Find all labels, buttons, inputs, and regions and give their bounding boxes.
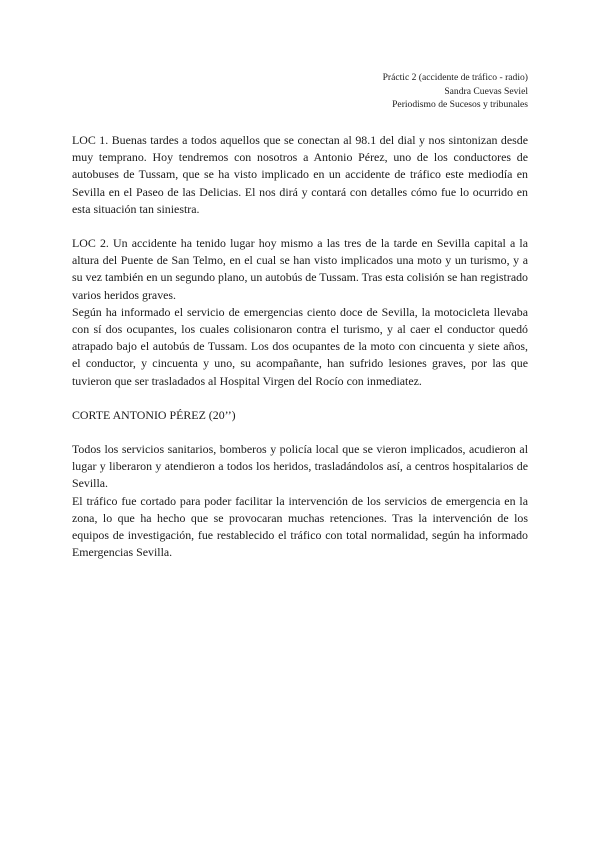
document-body xyxy=(72,132,528,561)
header-author-line: Sandra Cuevas Seviel xyxy=(444,85,528,97)
closing-paragraph-1: Todos los servicios sanitarios, bomberos y policía local que se vieron implicados, acudieron al lugar y liberaron y atendieron a todos los heridos, trasladándolos así, a centros hospitalarios de Sevilla. xyxy=(72,442,528,491)
closing-paragraph-2: El tráfico fue cortado para poder facilitar la intervención de los servicios de emergencia en la zona, lo que ha hecho que se provocaran muchas retenciones. Tras la intervención de los equipos de investigación, fue restablecido el tráfico con total normalidad, según ha informado Emergencias Sevilla. xyxy=(72,493,528,560)
corte-heading: CORTE ANTONIO PÉREZ (20’’) xyxy=(72,407,236,422)
header-course-line: Práctic 2 (accidente de tráfico - radio) xyxy=(382,72,528,83)
loc2-paragraph-2: Según ha informado el servicio de emergencias ciento doce de Sevilla, la motocicleta llevaba con sí dos ocupantes, los cuales colisionaron contra el turismo, y al caer el conductor quedó atrapado bajo el autobús de Tussam. Los dos ocupantes de la moto con cincuenta y siete años, el conductor, y cincuenta y uno, su acompañante, han sufrido lesiones graves, por las que tuvieron que ser trasladados al Hospital Virgen del Rocío con inmediatez. xyxy=(72,304,528,388)
paragraph-spacer xyxy=(72,218,528,235)
header-subject-line: Periodismo de Sucesos y tribunales xyxy=(392,99,528,110)
document-header xyxy=(228,71,528,112)
paragraph-spacer xyxy=(72,424,528,441)
paragraph-spacer xyxy=(72,390,528,407)
loc1-paragraph: LOC 1. Buenas tardes a todos aquellos que se conectan al 98.1 del dial y nos sintonizan desde muy temprano. Hoy tendremos con nosotros a Antonio Pérez, uno de los conductores de autobuses de Tussam, que se ha visto implicado en un accidente de tráfico este mediodía en Sevilla en el Paseo de las Delicias. El nos dirá y contará con detalles cómo fue lo ocurrido en esta situación tan siniestra. xyxy=(72,133,528,216)
loc2-paragraph-1: LOC 2. Un accidente ha tenido lugar hoy mismo a las tres de la tarde en Sevilla capital a la altura del Puente de San Telmo, en el cual se han visto implicados una moto y un turismo, y a su vez también en un segundo plano, un autobús de Tussam. Tras esta colisión se han registrado varios heridos graves. xyxy=(72,236,528,302)
